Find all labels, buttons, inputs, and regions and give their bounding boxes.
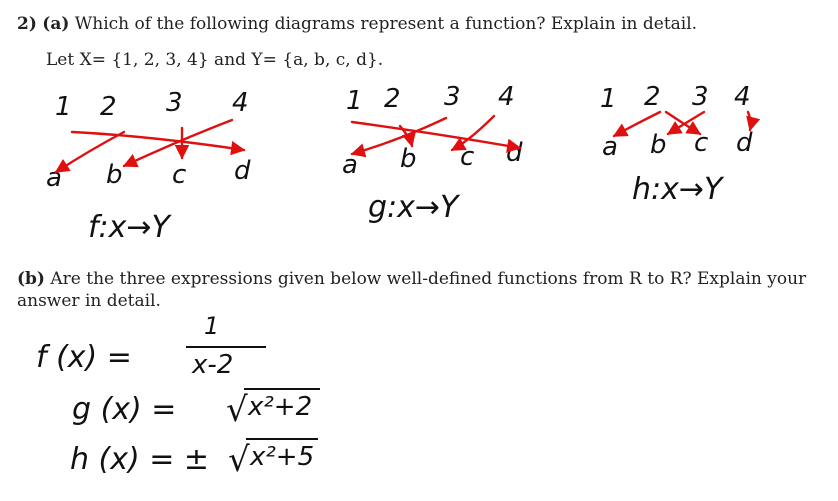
diagram-f-func-label: f:x→Y xyxy=(88,210,170,245)
diagram-h-top-3: 3 xyxy=(692,82,709,112)
arrow-h-3-b xyxy=(668,112,704,134)
diagram-f-top-3: 3 xyxy=(166,88,183,118)
expr-f-numerator: 1 xyxy=(204,312,220,340)
diagram-f-top-4: 4 xyxy=(232,88,249,118)
diagram-f-bottom-a: a xyxy=(46,163,62,193)
expr-h-radicand: x²+5 xyxy=(250,442,315,472)
diagram-f-arrows xyxy=(56,120,244,172)
expr-h-radical-sign: √ xyxy=(228,440,250,480)
diagram-g-top-3: 3 xyxy=(444,82,461,112)
diagram-g-func-label: g:x→Y xyxy=(368,190,459,225)
arrow-h-4-d xyxy=(748,112,751,130)
arrow-f-2-a xyxy=(56,132,124,172)
diagram-g-top-4: 4 xyxy=(498,82,515,112)
expr-g-radicand: x²+2 xyxy=(248,392,313,422)
diagram-f-bottom-b: b xyxy=(106,160,123,190)
expr-g-lhs: g (x) = xyxy=(72,392,177,427)
diagram-f-top-1: 1 xyxy=(55,92,72,122)
diagram-f-top-2: 2 xyxy=(100,92,117,122)
expr-g-radical-sign: √ xyxy=(226,390,248,430)
expr-h-radical-bar xyxy=(246,438,318,440)
diagram-h-arrows xyxy=(614,112,751,136)
diagram-h-top-4: 4 xyxy=(734,82,751,112)
diagram-g-top-2: 2 xyxy=(384,84,401,114)
diagram-h-bottom-b: b xyxy=(650,130,667,160)
arrow-g-4-c xyxy=(452,116,494,150)
part-a-tag: (a) xyxy=(42,14,70,34)
arrow-g-1-d xyxy=(352,122,520,148)
diagram-f-bottom-c: c xyxy=(172,160,187,190)
arrow-h-2-a xyxy=(614,112,660,136)
diagram-g-bottom-c: c xyxy=(460,142,475,172)
expr-f-fraction-bar xyxy=(186,346,266,348)
diagram-h-top-1: 1 xyxy=(600,84,617,114)
diagram-g-top-1: 1 xyxy=(346,86,363,116)
part-b-question xyxy=(17,268,817,312)
diagram-h-bottom-a: a xyxy=(602,132,618,162)
expr-f-denominator: x-2 xyxy=(192,350,234,380)
diagram-g-bottom-a: a xyxy=(342,150,358,180)
diagram-g-bottom-d: d xyxy=(506,138,523,168)
expr-h-lhs: h (x) = ± xyxy=(70,442,210,477)
expr-f-lhs: f (x) = xyxy=(36,340,132,375)
diagram-g-arrows xyxy=(352,116,520,154)
diagram-g-bottom-b: b xyxy=(400,144,417,174)
diagram-h-bottom-c: c xyxy=(694,128,709,158)
expr-g-radical-bar xyxy=(244,388,320,390)
diagram-h-top-2: 2 xyxy=(644,82,661,112)
let-statement: Let X= {1, 2, 3, 4} and Y= {a, b, c, d}. xyxy=(46,50,384,70)
part-a-text: Which of the following diagrams represent a function? Explain in detail. xyxy=(74,14,698,34)
arrow-f-4-b xyxy=(124,120,232,166)
diagram-h-func-label: h:x→Y xyxy=(632,172,723,207)
diagram-f-bottom-d: d xyxy=(234,156,251,186)
part-b-text: Are the three expressions given below well-defined functions from R to R? Explain your answer in detail. xyxy=(17,269,807,311)
part-b-tag: (b) xyxy=(17,269,45,289)
question-number: 2) xyxy=(17,14,37,34)
diagram-h-bottom-d: d xyxy=(736,128,753,158)
